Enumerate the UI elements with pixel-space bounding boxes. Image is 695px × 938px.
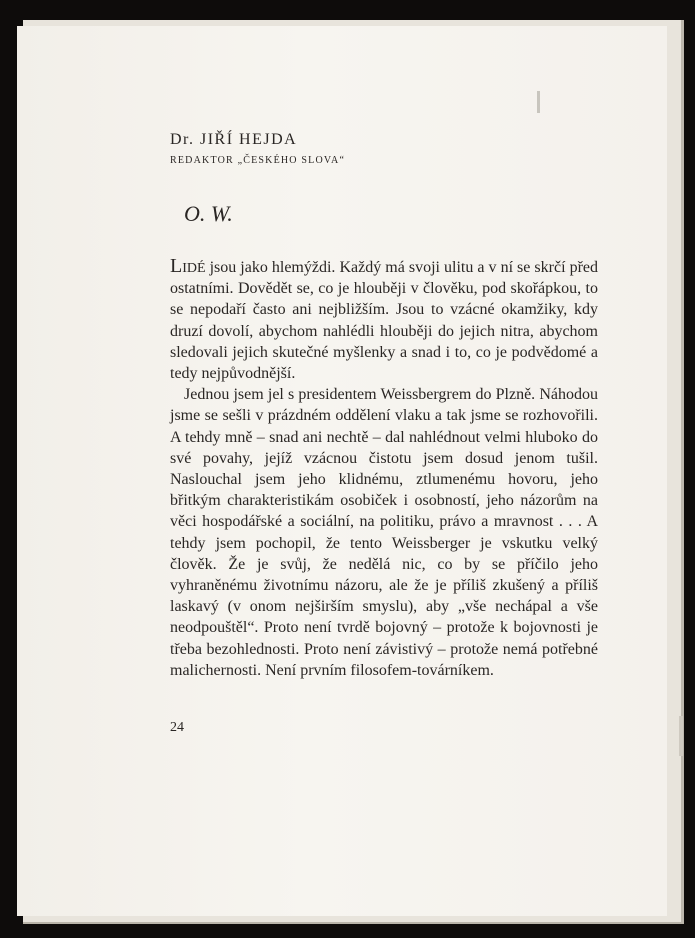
paper-blemish <box>537 91 540 113</box>
book-page <box>17 26 667 916</box>
page-edge-mark <box>679 716 683 756</box>
paragraph-2: Jednou jsem jel s presidentem Weissbergrem do Plzně. Náhodou jsme se sešli v prázdném oddělení vlaku a tak jsme se rozhovořili. A tehdy mně – snad ani nechtě – dal nahlédnout velmi hluboko do své povahy, jejíž vzácnou čistotu jsem dosud jenom tušil. Naslouchal jsem jeho klidnému, ztlumenému hovoru, jeho břitkým charakteristikám osobiček i osobností, jeho názorům na věci hospodářské a sociální, na politiku, právo a mravnost . . . A tehdy jsem pochopil, že tento Weissberger je vskutku velký člověk. Že je svůj, že nedělá nic, co by se příčilo jeho vyhraněnému životnímu názoru, ale že je příliš zkušený a příliš laskavý (v onom nejširším smyslu), aby „vše nechápal a vše neodpouštěl“. Proto není tvrdě bojovný – protože k bojovnosti je třeba bezohlednosti. Proto není závistivý – protože nemá potřebné malichernosti. Není prvním filosofem-továrníkem. <box>170 386 598 679</box>
page-number: 24 <box>170 720 184 735</box>
author-role: REDAKTOR „ČESKÉHO SLOVA“ <box>170 155 346 166</box>
paragraph-1 <box>170 256 598 384</box>
chapter-title: O. W. <box>184 201 233 226</box>
author-name: Dr. JIŘÍ HEJDA <box>170 131 298 148</box>
paragraph-lead-word: Lidé <box>170 255 206 277</box>
paragraph-1-text: jsou jako hlemýždi. Každý má svoji ulitu a v ní se skrčí před ostatními. Dovědět se, co je hlouběji v člověku, pod skořápkou, to se nepodaří často ani nejbližším. Jsou to vzácné okamžiky, kdy druzí dovolí, abychom nahlédli hlouběji do jejich nitra, abychom sledovali jejich skutečné myšlenky a snad i to, co je podvědomé a tedy nejpůvodnější. <box>170 259 598 383</box>
body-text <box>170 256 598 681</box>
